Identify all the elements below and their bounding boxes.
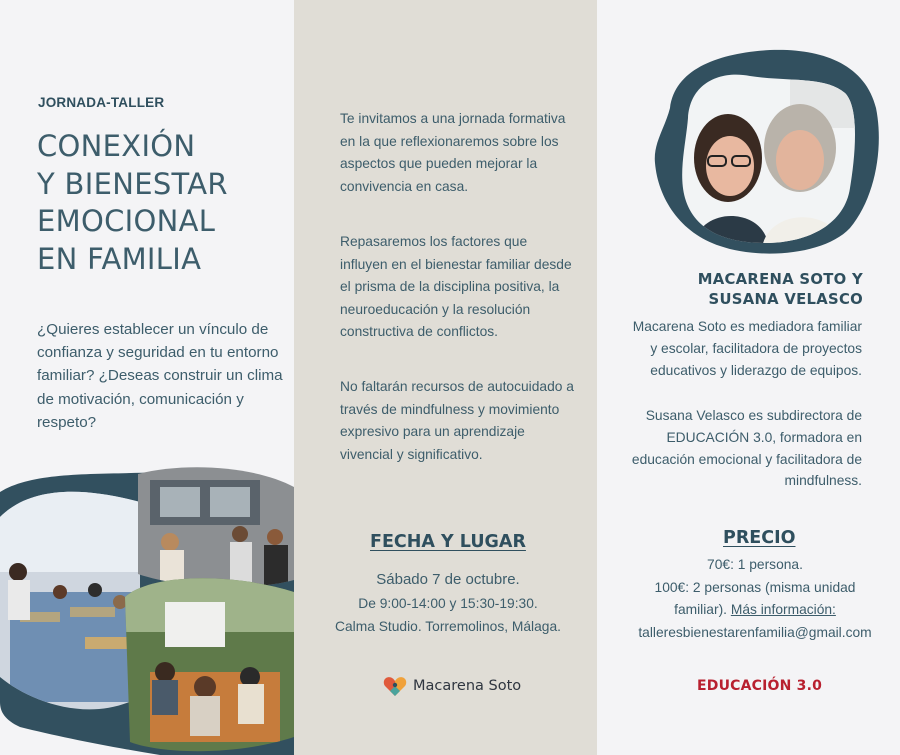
event-time: De 9:00-14:00 y 15:30-19:30. xyxy=(358,596,538,611)
date-place-heading: FECHA Y LUGAR xyxy=(370,532,526,552)
intro-question: ¿Quieres establecer un vínculo de confianza y seguridad en tu entorno familiar? ¿Deseas construir un clima de motivación, comunicación y respeto? xyxy=(37,321,283,431)
title-line: Y BIENESTAR xyxy=(37,166,228,201)
name-line: MACARENA SOTO Y xyxy=(697,271,863,288)
intro-paragraph: Te invitamos a una jornada formativa en la que reflexionaremos sobre los aspectos que pueden mejorar la convivencia en casa. xyxy=(340,111,566,194)
price-double: 100€: 2 personas (misma unidad xyxy=(654,579,856,595)
name-line: SUSANA VELASCO xyxy=(708,291,863,308)
facilitators-photo xyxy=(650,48,880,258)
group-photo xyxy=(135,462,294,592)
garden-photo xyxy=(120,572,294,755)
bio-susana: Susana Velasco es subdirectora de EDUCACIÓN 3.0, formadora en educación emocional y facilitadora de mindfulness. xyxy=(631,408,862,489)
date-place-info xyxy=(322,568,574,638)
event-place: Calma Studio. Torremolinos, Málaga. xyxy=(335,619,561,634)
price-heading: PRECIO xyxy=(723,528,796,548)
title-line: CONEXIÓN xyxy=(37,129,196,163)
event-kicker: JORNADA-TALLER xyxy=(38,95,165,110)
event-title xyxy=(37,128,287,278)
workshop-photos xyxy=(0,462,294,755)
contact-email[interactable]: talleresbienestarenfamilia@gmail.com xyxy=(638,624,872,640)
bio-macarena: Macarena Soto es mediadora familiar y escolar, facilitadora de proyectos educativos y liderazgo de equipos. xyxy=(632,319,862,378)
title-line: EN FAMILIA xyxy=(37,241,202,276)
logo-text: Macarena Soto xyxy=(413,678,522,694)
resources-paragraph: No faltarán recursos de autocuidado a través de mindfulness y movimiento expresivo para un aprendizaje vivencial y significativo. xyxy=(340,379,574,462)
price-info xyxy=(610,554,900,644)
price-single: 70€: 1 persona. xyxy=(707,557,803,572)
heart-icon xyxy=(383,675,407,697)
macarena-soto-logo xyxy=(383,675,521,697)
facilitators-names xyxy=(655,270,863,310)
event-date: Sábado 7 de octubre. xyxy=(376,571,520,588)
content-paragraph: Repasaremos los factores que influyen en el bienestar familiar desde el prisma de la disciplina positiva, la neuroeducación y la resolución constructiva de conflictos. xyxy=(340,234,572,339)
educacion-logo: EDUCACIÓN 3.0 xyxy=(697,678,823,694)
price-double-suffix: familiar). xyxy=(674,602,731,617)
title-line: EMOCIONAL xyxy=(37,204,216,238)
more-info-link[interactable]: Más información: xyxy=(730,602,836,617)
price-double-cont xyxy=(610,599,900,622)
